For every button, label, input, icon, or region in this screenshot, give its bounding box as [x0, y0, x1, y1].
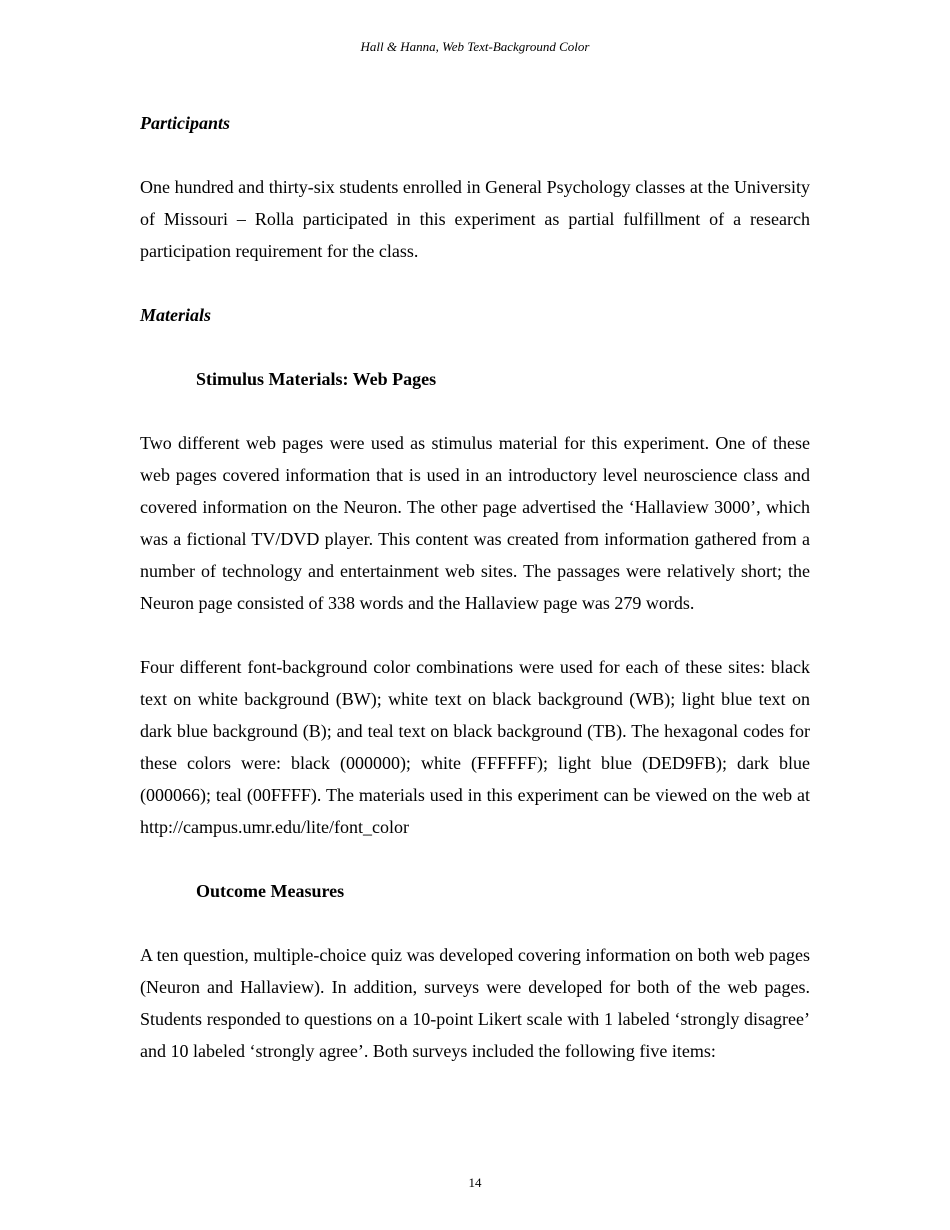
- subsection-heading-outcome: Outcome Measures: [196, 881, 345, 901]
- outcome-paragraph: A ten question, multiple-choice quiz was developed covering information on both web pages (Neuron and Hallaview). In addition, surveys were developed for both of the web pages. Students responded to questions on a 10-point Likert scale with 1 labeled ‘strongly disagree’ and 10 labeled ‘strongly agree’. Both surveys included the following five items:: [140, 945, 810, 1061]
- section-heading-participants: Participants: [140, 113, 231, 133]
- page-number: 14: [468, 1175, 482, 1190]
- stimulus-paragraph-1: Two different web pages were used as stimulus material for this experiment. One of these web pages covered information that is used in an introductory level neuroscience class and covered information on the Neuron. The other page advertised the ‘Hallaview 3000’, which was a fictional TV/DVD player. This content was created from information gathered from a number of technology and entertainment web sites. The passages were relatively short; the Neuron page consisted of 338 words and the Hallaview page was 279 words.: [140, 433, 810, 613]
- section-heading-materials: Materials: [140, 305, 212, 325]
- running-header: Hall & Hanna, Web Text-Background Color: [360, 39, 590, 54]
- subsection-heading-stimulus: Stimulus Materials: Web Pages: [196, 369, 437, 389]
- page-body: [140, 107, 810, 1099]
- stimulus-paragraph-2: Four different font-background color combinations were used for each of these sites: black text on white background (BW); white text on black background (WB); light blue text on dark blue background (B); and teal text on black background (TB). The hexagonal codes for these colors were: black (000000); white (FFFFFF); light blue (DED9FB); dark blue (000066); teal (00FFFF). The materials used in this experiment can be viewed on the web at http://campus.umr.edu/lite/font_color: [140, 657, 810, 837]
- participants-paragraph: One hundred and thirty-six students enrolled in General Psychology classes at the University of Missouri – Rolla participated in this experiment as partial fulfillment of a research participation requirement for the class.: [140, 177, 810, 261]
